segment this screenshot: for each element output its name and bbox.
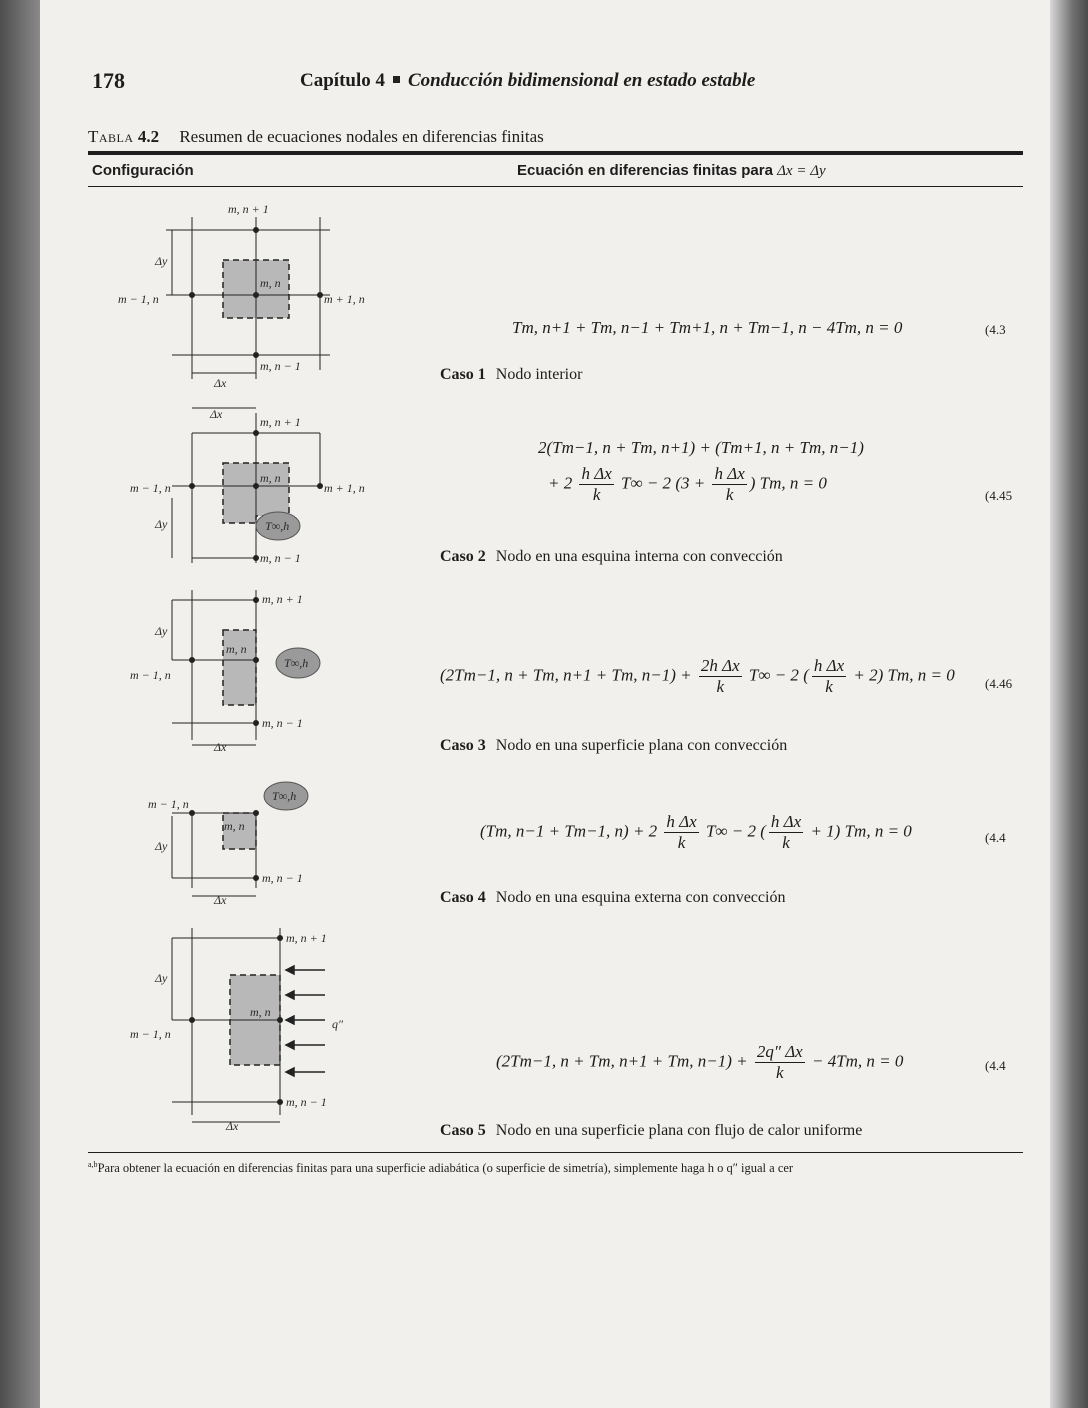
eq4-mid: T∞ − 2 <box>705 821 756 841</box>
label-m-minus-1-n: m − 1, n <box>130 668 171 682</box>
case-4-description: Nodo en una esquina externa con convección <box>495 889 786 906</box>
table-top-rule <box>88 151 1023 155</box>
label-m-n-minus-1: m, n − 1 <box>262 871 303 885</box>
eq2-frac2-num: h Δx <box>714 464 745 483</box>
eq3-pre: (2Tm−1, n + Tm, n+1 + Tm, n−1) + <box>440 665 692 685</box>
eq4-fraction-2 <box>769 812 803 853</box>
label-t-inf-h: T∞,h <box>265 519 290 533</box>
label-delta-y: Δy <box>155 254 168 268</box>
equation-number-case-1: (4.3 <box>985 322 1006 337</box>
label-m-minus-1-n: m − 1, n <box>118 292 159 306</box>
label-t-inf-h: T∞,h <box>272 789 297 803</box>
table-footnote <box>88 1160 1023 1176</box>
label-delta-x: Δx <box>214 740 227 754</box>
eq4-frac2-den: k <box>782 833 790 852</box>
eq3-frac1-num: 2h Δx <box>700 656 740 675</box>
case-1-caption <box>440 366 582 384</box>
footnote-text: Para obtener la ecuación en diferencias finitas para una superficie adiabática (o superficie de simetría), simplemente haga h o q″ igual a cer <box>97 1161 794 1176</box>
case-3-description: Nodo en una superficie plana con convección <box>495 737 788 754</box>
diagram-case-4-svg <box>110 778 340 908</box>
table-bottom-rule <box>88 1152 1023 1153</box>
table-title: Resumen de ecuaciones nodales en diferencias finitas <box>179 127 544 146</box>
diagram-case-1 <box>110 195 365 395</box>
case-5-caption <box>440 1122 862 1140</box>
equation-number-case-2: (4.45 <box>985 488 1013 503</box>
eq2-mid: T∞ − 2 <box>621 473 672 493</box>
eq2-three: 3 + <box>680 473 706 493</box>
case-5-description: Nodo en una superficie plana con flujo de calor uniforme <box>495 1122 863 1139</box>
equation-case-2-line-2: + 2 $\frac{\text{h Δx}}{k}$ T∞ − 2 (3 + $\frac{\text{h Δx}}{k}$ ) Tm, n = 0 <box>548 464 827 504</box>
label-m-n-minus-1: m, n − 1 <box>260 359 301 373</box>
eq3-frac2-den: k <box>825 677 833 696</box>
eq5-frac1-num: 2q″ Δx <box>756 1042 803 1061</box>
equation-case-3: (2Tm−1, n + Tm, n+1 + Tm, n−1) + $\frac{\text{2h Δx}}{k}$ T∞ − 2 ( $\frac{\text{h Δx}}{k}$ + 2) Tm, n = 0 <box>440 656 955 696</box>
case-3-caption <box>440 737 787 755</box>
table-header-rule <box>88 186 1023 187</box>
eq4-pre: (Tm, n−1 + Tm−1, n) + 2 <box>480 821 658 841</box>
eq5-post: − 4Tm, n = 0 <box>811 1051 904 1071</box>
eq3-frac1-den: k <box>716 677 725 696</box>
label-m-minus-1-n: m − 1, n <box>148 797 189 811</box>
label-t-inf-h: T∞,h <box>284 656 309 670</box>
chapter-title: Conducción bidimensional en estado estable <box>408 70 756 91</box>
label-m-n-minus-1: m, n − 1 <box>262 716 303 730</box>
equation-case-5 <box>496 1042 903 1083</box>
eq2-frac2-den: k <box>725 485 734 504</box>
table-label: Tabla <box>88 127 134 146</box>
eq4-fraction-1 <box>664 812 698 853</box>
column-header-equation-text: Ecuación en diferencias finitas para <box>517 162 773 179</box>
label-m-n: m, n <box>260 276 281 290</box>
label-m-plus-1-n: m + 1, n <box>324 481 365 495</box>
label-m-n: m, n <box>224 819 245 833</box>
label-m-minus-1-n: m − 1, n <box>130 1027 171 1041</box>
label-m-n: m, n <box>226 642 247 656</box>
diagram-case-5 <box>110 920 360 1135</box>
label-m-n-plus-1: m, n + 1 <box>262 592 303 606</box>
diagram-case-1-svg <box>110 195 365 390</box>
eq3-fraction-2 <box>812 656 846 697</box>
separator-square-icon <box>393 76 400 83</box>
label-delta-x: Δx <box>226 1119 239 1133</box>
eq2-pre: + 2 <box>548 473 573 493</box>
eq2-fraction-1 <box>579 464 613 505</box>
label-m-n-plus-1: m, n + 1 <box>260 415 301 429</box>
case-4-label: Caso 4 <box>440 889 486 906</box>
label-delta-x: Δx <box>214 893 227 907</box>
diagram-case-3-svg <box>110 585 340 755</box>
case-4-caption <box>440 889 785 907</box>
label-m-n: m, n <box>250 1005 271 1019</box>
label-delta-y: Δy <box>155 839 168 853</box>
label-delta-y: Δy <box>155 517 168 531</box>
footnote-marker: a,b <box>88 1160 98 1169</box>
eq3-frac2-num: h Δx <box>813 656 845 675</box>
equation-number-case-5: (4.4 <box>985 1058 1006 1073</box>
label-q-flux: q″ <box>332 1017 343 1031</box>
case-1-description: Nodo interior <box>495 366 583 383</box>
table-number: 4.2 <box>137 127 160 146</box>
eq5-frac1-den: k <box>776 1063 784 1082</box>
eq4-frac2-num: h Δx <box>770 812 802 831</box>
eq4-frac1-num: h Δx <box>666 812 697 831</box>
case-2-caption <box>440 548 783 566</box>
label-delta-y: Δy <box>155 971 168 985</box>
chapter-label: Capítulo 4 <box>300 70 385 91</box>
eq5-pre: (2Tm−1, n + Tm, n+1 + Tm, n−1) + <box>496 1051 748 1071</box>
eq5-fraction-1 <box>755 1042 805 1083</box>
diagram-case-2 <box>110 398 365 588</box>
label-m-n-minus-1: m, n − 1 <box>260 551 301 565</box>
diagram-case-5-svg <box>110 920 360 1133</box>
eq2-fraction-2 <box>712 464 746 505</box>
case-1-label: Caso 1 <box>440 366 486 383</box>
eq3-fraction-1 <box>699 656 742 697</box>
diagram-case-4 <box>110 778 340 913</box>
column-header-configuration: Configuración <box>92 162 194 179</box>
label-delta-x: Δx <box>214 376 227 390</box>
column-header-equation <box>517 162 826 180</box>
diagram-case-3 <box>110 585 340 760</box>
label-m-n-minus-1: m, n − 1 <box>286 1095 327 1109</box>
column-header-equation-math: Δx = Δy <box>777 163 826 179</box>
label-m-n-plus-1: m, n + 1 <box>228 202 269 216</box>
eq3-post: + 2) Tm, n = 0 <box>853 665 955 685</box>
eq2-post: Tm, n = 0 <box>759 473 827 493</box>
label-delta-y: Δy <box>155 624 168 638</box>
eq3-mid: T∞ − 2 <box>748 665 799 685</box>
case-2-description: Nodo en una esquina interna con convección <box>495 548 783 565</box>
eq4-frac1-den: k <box>677 833 686 852</box>
case-5-label: Caso 5 <box>440 1122 486 1139</box>
scan-shadow-left <box>0 0 40 1408</box>
case-2-label: Caso 2 <box>440 548 486 565</box>
label-m-plus-1-n: m + 1, n <box>324 292 365 306</box>
eq2-frac1-num: h Δx <box>581 464 612 483</box>
scan-shadow-right <box>1050 0 1088 1408</box>
eq4-post: + 1) Tm, n = 0 <box>810 821 912 841</box>
diagram-case-2-svg <box>110 398 365 583</box>
label-m-n: m, n <box>260 471 281 485</box>
equation-case-2-line-1: 2(Tm−1, n + Tm, n+1) + (Tm+1, n + Tm, n−1) <box>538 438 864 457</box>
equation-number-case-4: (4.4 <box>985 830 1006 845</box>
label-m-n-plus-1: m, n + 1 <box>286 931 327 945</box>
label-m-minus-1-n: m − 1, n <box>130 481 171 495</box>
label-delta-x: Δx <box>210 407 223 421</box>
equation-number-case-3: (4.46 <box>985 676 1013 691</box>
eq2-frac1-den: k <box>592 485 601 504</box>
running-header <box>300 70 755 92</box>
page-number: 178 <box>92 68 125 93</box>
equation-case-4: (Tm, n−1 + Tm−1, n) + 2 $\frac{\text{h Δx}}{k}$ T∞ − 2 ( $\frac{\text{h Δx}}{k}$ + 1) Tm, n = 0 <box>480 812 912 852</box>
case-3-label: Caso 3 <box>440 737 486 754</box>
equation-case-1: Tm, n+1 + Tm, n−1 + Tm+1, n + Tm−1, n − 4Tm, n = 0 <box>512 318 903 337</box>
table-caption <box>88 127 544 147</box>
